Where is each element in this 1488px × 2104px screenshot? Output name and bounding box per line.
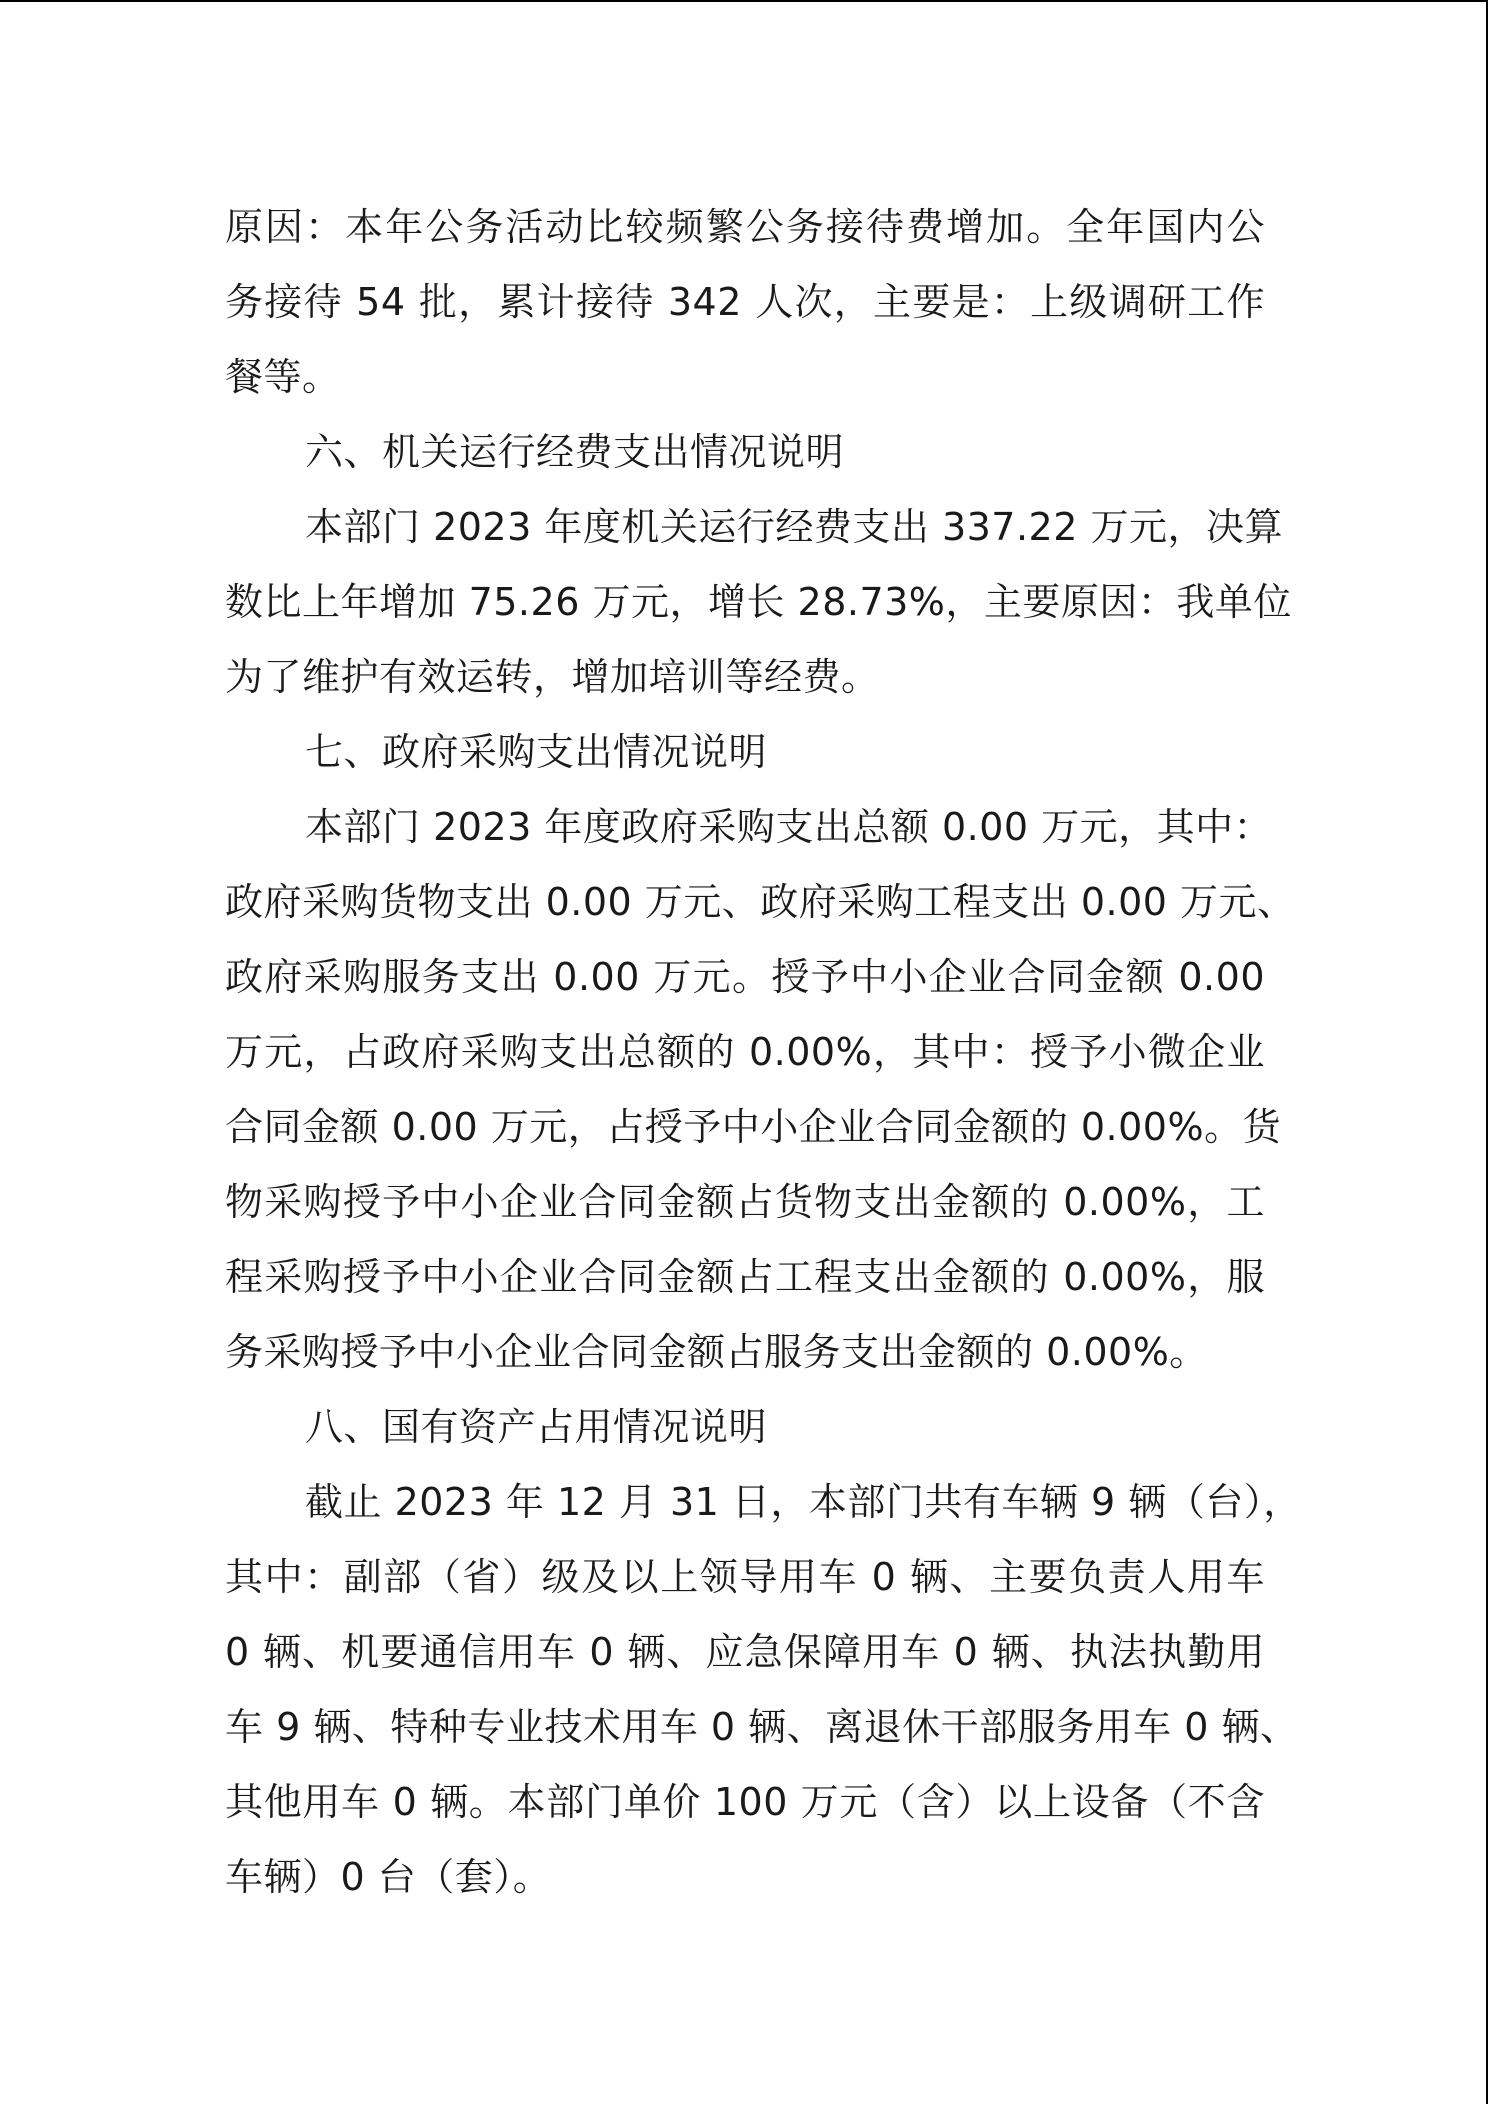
text-line: 其他用车 0 辆。本部门单价 100 万元（含）以上设备（不含 (225, 1780, 1265, 1824)
paragraph-operating-expenses (225, 490, 1292, 715)
text-line: 餐等。 (225, 355, 341, 399)
text-line: 0 辆、机要通信用车 0 辆、应急保障用车 0 辆、执法执勤用 (225, 1630, 1265, 1674)
section-heading-state-assets: 八、国有资产占用情况说明 (305, 1405, 768, 1449)
text-line: 其中：副部（省）级及以上领导用车 0 辆、主要负责人用车 (225, 1555, 1265, 1599)
text-line: 本部门 2023 年度政府采购支出总额 0.00 万元，其中： (305, 805, 1273, 849)
text-line: 数比上年增加 75.26 万元，增长 28.73%，主要原因：我单位 (225, 580, 1292, 624)
text-line: 政府采购货物支出 0.00 万元、政府采购工程支出 0.00 万元、 (225, 880, 1296, 924)
section-heading-operating-expenses: 六、机关运行经费支出情况说明 (305, 430, 845, 474)
text-line: 车 9 辆、特种专业技术用车 0 辆、离退休干部服务用车 0 辆、 (225, 1705, 1299, 1749)
paragraph-state-assets (225, 1465, 1302, 1915)
text-line: 本部门 2023 年度机关运行经费支出 337.22 万元，决算 (305, 505, 1283, 549)
document-body (225, 190, 1302, 1915)
text-line: 务采购授予中小企业合同金额占服务支出金额的 0.00%。 (225, 1330, 1208, 1374)
text-line: 合同金额 0.00 万元，占授予中小企业合同金额的 0.00%。货 (225, 1105, 1282, 1149)
text-line: 程采购授予中小企业合同金额占工程支出金额的 0.00%，服 (225, 1255, 1265, 1299)
text-line: 物采购授予中小企业合同金额占货物支出金额的 0.00%，工 (225, 1180, 1265, 1224)
paragraph-government-procurement (225, 790, 1296, 1390)
text-line: 原因：本年公务活动比较频繁公务接待费增加。全年国内公 (225, 205, 1265, 249)
text-line: 截止 2023 年 12 月 31 日，本部门共有车辆 9 辆（台）， (305, 1480, 1302, 1524)
text-line: 务接待 54 批，累计接待 342 人次，主要是：上级调研工作 (225, 280, 1265, 324)
text-line: 政府采购服务支出 0.00 万元。授予中小企业合同金额 0.00 (225, 955, 1265, 999)
text-line: 车辆）0 台（套）。 (225, 1855, 552, 1899)
section-heading-government-procurement: 七、政府采购支出情况说明 (305, 730, 768, 774)
text-line: 为了维护有效运转，增加培训等经费。 (225, 655, 880, 699)
text-line: 万元，占政府采购支出总额的 0.00%，其中：授予小微企业 (225, 1030, 1265, 1074)
paragraph-reception-reason (225, 190, 1265, 415)
